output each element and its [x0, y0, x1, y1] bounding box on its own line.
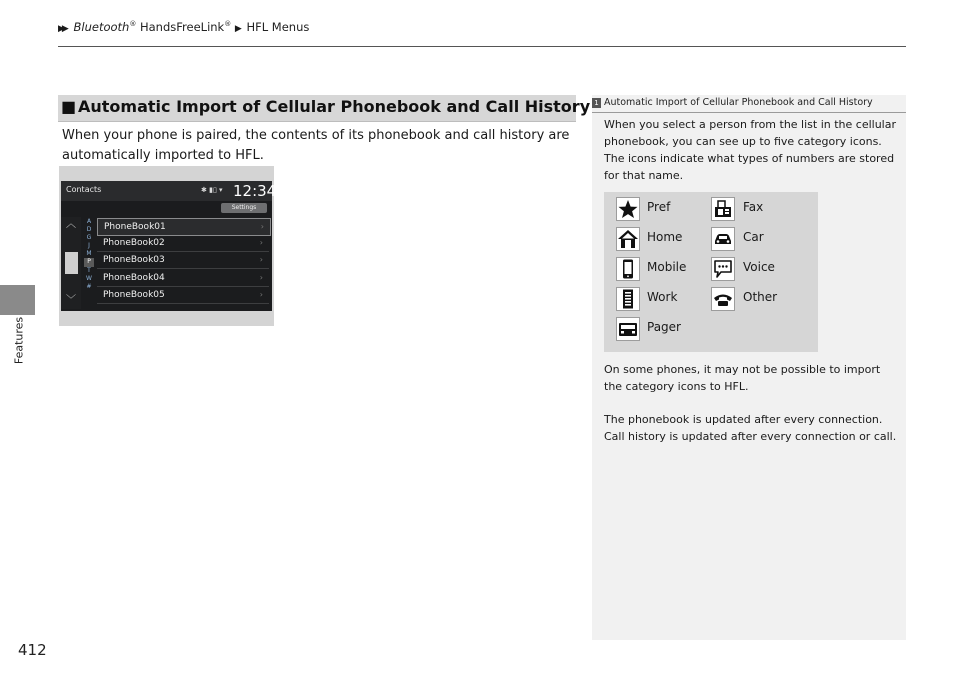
alphabet-letter[interactable]: T — [87, 266, 91, 274]
chevron-down-icon[interactable]: ﹀ — [66, 295, 76, 306]
contact-name: PhoneBook04 — [103, 272, 165, 283]
contact-name: PhoneBook03 — [103, 255, 165, 266]
category-label: Pager — [647, 320, 681, 334]
side-note-paragraph-2: On some phones, it may not be possible to import the category icons to HFL. — [604, 363, 881, 393]
breadcrumb-bluetooth: Bluetooth — [73, 20, 130, 34]
status-icons: ✱ ▮▯ ▾ — [201, 186, 223, 194]
home-icon — [616, 227, 640, 251]
section-heading — [58, 95, 591, 122]
contact-name: PhoneBook01 — [104, 222, 166, 232]
contact-row[interactable] — [97, 235, 269, 252]
alphabet-letter[interactable]: J — [88, 242, 90, 250]
category-label: Other — [743, 290, 778, 304]
reference-number: 1 — [592, 98, 601, 108]
pager-icon — [616, 317, 640, 341]
contacts-screenshot — [59, 166, 277, 326]
category-label: Pref — [647, 200, 671, 214]
contact-row[interactable] — [97, 287, 269, 304]
chevron-up-icon[interactable]: ︿ — [66, 219, 76, 230]
contact-row[interactable] — [97, 252, 269, 269]
fax-icon — [711, 197, 735, 221]
voice-icon — [711, 257, 735, 281]
category-label: Work — [647, 290, 678, 304]
screen-title: Contacts — [66, 185, 102, 194]
body-text: When your phone is paired, the contents of its phonebook and call history are automatically imported to HFL. — [62, 128, 570, 163]
category-label: Voice — [743, 260, 775, 274]
page-number: 412 — [18, 641, 47, 659]
work-icon — [616, 287, 640, 311]
header-divider — [58, 46, 906, 47]
alphabet-letter[interactable]: # — [86, 282, 92, 290]
breadcrumb-arrows-icon: ▶▶ — [58, 24, 66, 34]
breadcrumb-arrow-icon: ▶ — [234, 24, 239, 34]
category-icons-box — [604, 192, 818, 352]
alphabet-letter[interactable]: M — [86, 250, 92, 258]
chevron-right-icon: › — [259, 255, 263, 265]
alphabet-index[interactable] — [84, 218, 94, 291]
chevron-right-icon: › — [260, 222, 264, 231]
alphabet-letter[interactable]: G — [86, 234, 92, 242]
breadcrumb — [58, 20, 309, 34]
breadcrumb-section: HFL Menus — [246, 20, 310, 34]
heading-title: Automatic Import of Cellular Phonebook and Call History — [78, 97, 591, 116]
contact-row[interactable] — [97, 218, 271, 236]
chevron-right-icon: › — [259, 238, 263, 248]
side-tab-label: Features — [12, 316, 26, 365]
side-tab-label-wrap — [9, 312, 29, 372]
contact-row[interactable] — [97, 270, 269, 287]
star-icon — [616, 197, 640, 221]
category-label: Home — [647, 230, 683, 244]
category-label: Fax — [743, 200, 764, 214]
category-label: Mobile — [647, 260, 687, 274]
heading-marker-icon: ■ — [61, 97, 77, 116]
category-label: Car — [743, 230, 764, 244]
side-note-panel — [592, 95, 906, 640]
other-phone-icon — [711, 287, 735, 311]
contact-name: PhoneBook02 — [103, 238, 165, 249]
chevron-right-icon: › — [259, 289, 263, 299]
alphabet-letter[interactable]: A — [86, 218, 92, 225]
settings-button[interactable]: Settings — [221, 203, 267, 213]
display-topbar — [61, 181, 277, 201]
contact-name: PhoneBook05 — [103, 289, 165, 300]
scroll-control[interactable] — [61, 217, 81, 309]
side-note-paragraph-1: When you select a person from the list in the cellular phonebook, you can see up to five category icons. The icons indicate what types of numbers are stored for that name. — [604, 118, 896, 182]
registered-mark: ® — [129, 20, 137, 29]
registered-mark: ® — [224, 20, 232, 29]
alphabet-letter[interactable]: D — [86, 226, 92, 234]
alphabet-letter[interactable]: P — [84, 258, 94, 266]
side-note-paragraph-3: The phonebook is updated after every connection. Call history is updated after every connection or call. — [604, 413, 897, 443]
chevron-right-icon: › — [259, 272, 263, 282]
car-icon — [711, 227, 735, 251]
contacts-display — [61, 181, 277, 311]
alphabet-letter[interactable]: W — [86, 274, 92, 282]
mobile-icon — [616, 257, 640, 281]
breadcrumb-hfl: HandsFreeLink — [136, 20, 225, 34]
scrollbar-thumb[interactable] — [65, 252, 78, 274]
side-note-title: Automatic Import of Cellular Phonebook and Call History — [604, 97, 873, 108]
clock: 12:34 — [233, 182, 277, 200]
side-note-header — [592, 95, 906, 113]
